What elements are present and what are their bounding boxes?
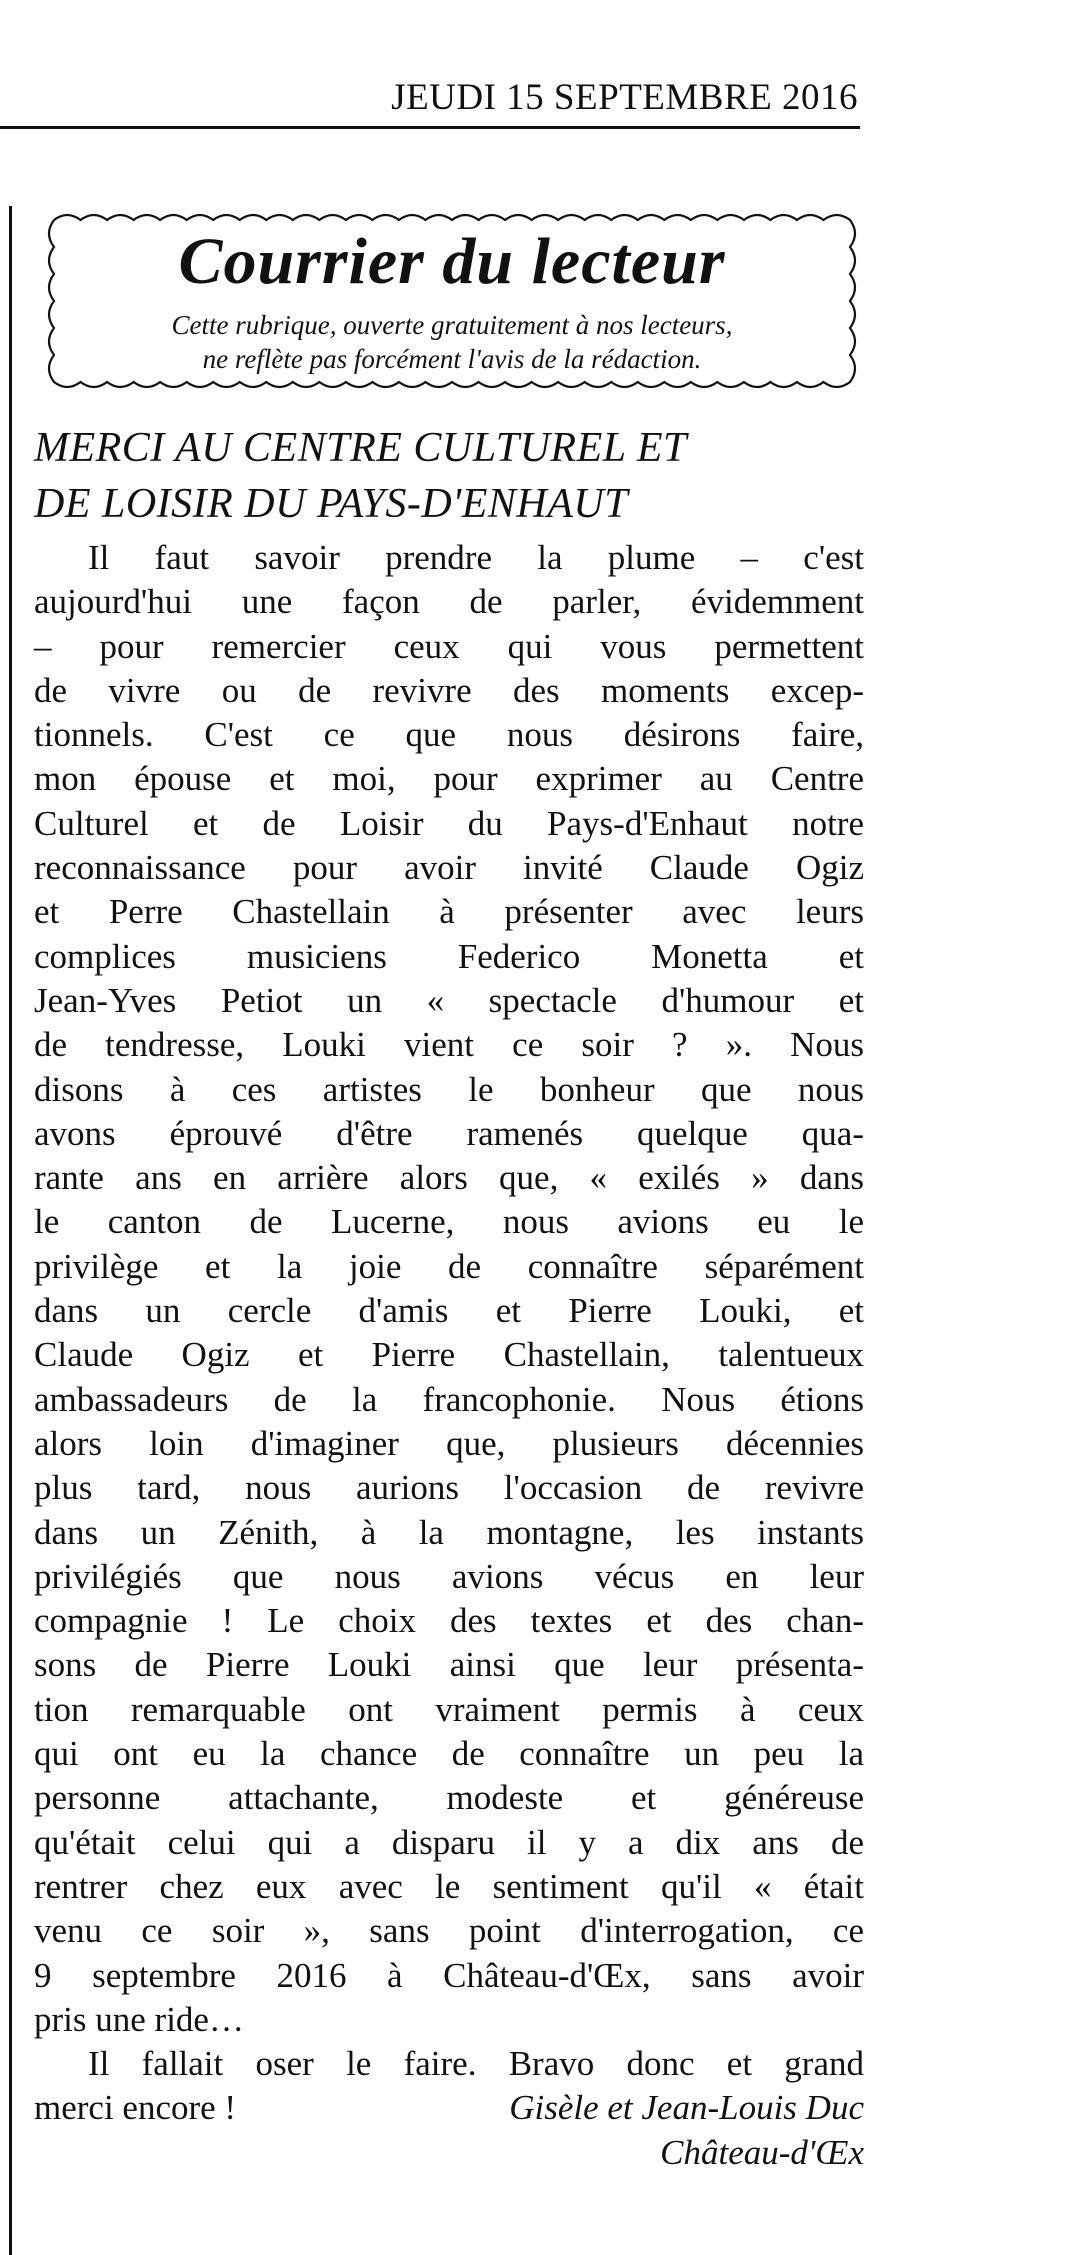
text-line: reconnaissance pour avoir invité Claude Ogiz (34, 848, 864, 888)
header-rule (0, 126, 860, 129)
text-line: – pour remercier ceux qui vous permettent (34, 626, 864, 666)
closing-text: merci encore ! (34, 2088, 237, 2128)
rubric-note (42, 308, 862, 376)
text-line: le canton de Lucerne, nous avions eu le (34, 1202, 864, 1242)
text-line: rentrer chez eux avec le sentiment qu'il « était (34, 1866, 864, 1906)
paragraph (34, 2042, 864, 2086)
text-line: venu ce soir », sans point d'interrogation, ce (34, 1911, 864, 1951)
text-line: disons à ces artistes le bonheur que nous (34, 1069, 864, 1109)
text-line: tion remarquable ont vraiment permis à ceux (34, 1689, 864, 1729)
text-line: et Perre Chastellain à présenter avec leurs (34, 892, 864, 932)
text-line: Culturel et de Loisir du Pays-d'Enhaut notre (34, 803, 864, 843)
text-line: personne attachante, modeste et généreuse (34, 1778, 864, 1818)
signature-row (34, 2086, 864, 2130)
text-line: pris une ride… (34, 1999, 244, 2039)
rubric-note-line: ne reflète pas forcément l'avis de la rédaction. (202, 344, 702, 374)
author-signature: Gisèle et Jean-Louis Duc (509, 2088, 864, 2128)
text-line: Il faut savoir prendre la plume – c'est (88, 538, 864, 577)
text-line: de tendresse, Louki vient ce soir ? ». Nous (34, 1025, 864, 1065)
text-line: aujourd'hui une façon de parler, évidemment (34, 582, 864, 622)
author-location: Château-d'Œx (660, 2132, 864, 2172)
rubric-title: Courrier du lecteur (178, 225, 726, 298)
text-line: mon épouse et moi, pour exprimer au Centre (34, 759, 864, 799)
paragraph (34, 536, 864, 2042)
text-line: Claude Ogiz et Pierre Chastellain, talentueux (34, 1335, 864, 1375)
headline-line: MERCI AU CENTRE CULTUREL ET (34, 425, 687, 471)
article-body (34, 536, 864, 2175)
text-line: avons éprouvé d'être ramenés quelque qua- (34, 1113, 864, 1153)
text-line: Jean-Yves Petiot un « spectacle d'humour et (34, 980, 864, 1020)
text-line: 9 septembre 2016 à Château-d'Œx, sans avoir (34, 1955, 864, 1995)
text-line: de vivre ou de revivre des moments excep- (34, 670, 864, 710)
text-line: Il fallait oser le faire. Bravo donc et grand (88, 2044, 864, 2084)
text-line: sons de Pierre Louki ainsi que leur présenta- (34, 1645, 864, 1685)
rubric-note-line: Cette rubrique, ouverte gratuitement à nos lecteurs, (171, 310, 733, 340)
text-line: tionnels. C'est ce que nous désirons faire, (34, 715, 864, 755)
article-headline (34, 420, 864, 532)
column-rule (9, 206, 12, 2255)
rubric-header (42, 208, 862, 394)
text-line: privilégiés que nous avions vécus en leur (34, 1556, 864, 1596)
text-line: rante ans en arrière alors que, « exilés » dans (34, 1158, 864, 1198)
issue-date: JEUDI 15 SEPTEMBRE 2016 (391, 77, 858, 118)
text-line: qui ont eu la chance de connaître un peu la (34, 1734, 864, 1774)
text-line: alors loin d'imaginer que, plusieurs décennies (34, 1423, 864, 1463)
text-line: dans un cercle d'amis et Pierre Louki, et (34, 1291, 864, 1331)
headline-line: DE LOISIR DU PAYS-D'ENHAUT (34, 481, 629, 527)
text-line: dans un Zénith, à la montagne, les instants (34, 1512, 864, 1552)
text-line: compagnie ! Le choix des textes et des chan- (34, 1601, 864, 1641)
text-line: ambassadeurs de la francophonie. Nous étions (34, 1379, 864, 1419)
text-line: privilège et la joie de connaître séparément (34, 1246, 864, 1286)
text-line: qu'était celui qui a disparu il y a dix ans de (34, 1822, 864, 1862)
text-line: plus tard, nous aurions l'occasion de revivre (34, 1468, 864, 1508)
text-line: complices musiciens Federico Monetta et (34, 936, 864, 976)
